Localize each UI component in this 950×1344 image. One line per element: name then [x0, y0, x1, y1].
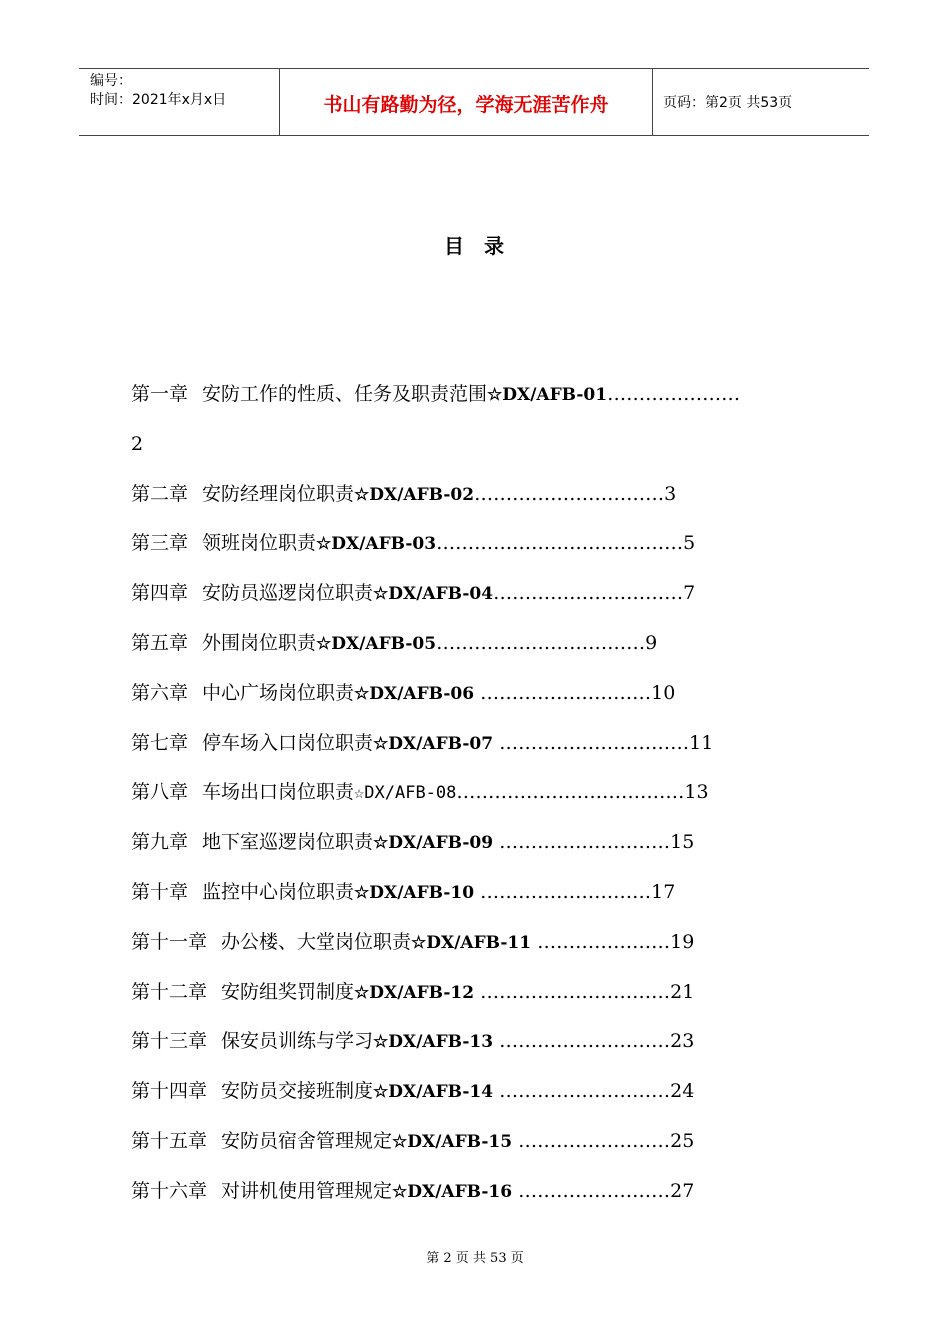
toc-chapter-number: 第十六章: [131, 1179, 208, 1202]
toc-chapter-number: 第五章: [131, 631, 189, 654]
document-number-label: 编号：: [90, 73, 132, 89]
toc-page-number: 21: [670, 980, 695, 1003]
toc-leader-dots: …………………………: [474, 482, 665, 505]
toc-entry[interactable]: [131, 918, 831, 968]
toc-leader-dots: ………………………: [474, 681, 652, 704]
toc-chapter-title: 安防经理岗位职责: [202, 482, 355, 505]
toc-leader-dots: ………………………: [493, 1080, 671, 1103]
toc-page-number: 24: [670, 1080, 695, 1103]
toc-leader-dots: …………………: [531, 930, 671, 953]
toc-doc-code: ☆DX/AFB-08: [354, 783, 457, 804]
toc-doc-code: ☆DX/AFB-04: [373, 584, 494, 605]
toc-leader-dots: …………………: [607, 383, 741, 405]
toc-entry[interactable]: [131, 619, 831, 669]
toc-entry[interactable]: [131, 818, 831, 868]
header-left-cell: [79, 69, 280, 135]
toc-leader-dots: …………………………………: [436, 532, 684, 555]
toc-chapter-title: 安防员巡逻岗位职责: [202, 582, 374, 605]
toc-chapter-number: 第一章: [131, 383, 189, 405]
toc-doc-code: ☆DX/AFB-15: [392, 1131, 513, 1152]
toc-doc-code: ☆DX/AFB-05: [316, 633, 437, 654]
toc-entry[interactable]: [131, 968, 831, 1018]
toc-chapter-number: 第二章: [131, 482, 189, 505]
toc-page-number: 3: [664, 482, 677, 505]
toc-chapter-number: 第十二章: [131, 980, 208, 1003]
toc-chapter-number: 第十一章: [131, 930, 208, 953]
toc-leader-dots: ……………………: [512, 1129, 671, 1152]
toc-page-number: 25: [670, 1129, 695, 1152]
toc-leader-dots: ……………………: [512, 1179, 671, 1202]
page-footer: 第 2 页 共 53 页: [426, 1251, 524, 1266]
toc-chapter-number: 第十四章: [131, 1080, 208, 1103]
toc-chapter-number: 第四章: [131, 582, 189, 605]
toc-page-number: 5: [683, 532, 696, 555]
header-page-cell: [653, 69, 869, 135]
toc-leader-dots: …………………………: [474, 980, 671, 1003]
toc-entry[interactable]: [131, 1167, 831, 1217]
toc-page-number: 15: [670, 831, 695, 854]
toc-chapter-title: 车场出口岗位职责: [202, 781, 355, 804]
toc-page-number: 13: [684, 781, 709, 804]
toc-page-number: 11: [689, 731, 714, 754]
toc-entry[interactable]: [131, 470, 831, 520]
toc-leader-dots: ………………………: [493, 1030, 671, 1053]
toc-leader-dots: …………………………: [493, 582, 684, 605]
page-header: [79, 68, 869, 136]
table-of-contents: [131, 370, 831, 1217]
toc-page-number: 27: [670, 1179, 695, 1202]
toc-leader-dots: ……………………………: [436, 631, 646, 654]
toc-doc-code: ☆DX/AFB-02: [354, 484, 475, 505]
toc-doc-code: ☆DX/AFB-03: [316, 534, 437, 555]
toc-chapter-title: 停车场入口岗位职责: [202, 731, 374, 754]
toc-title: [0, 230, 950, 259]
header-page-info: 页码：第2页 共53页: [663, 95, 793, 111]
toc-page-number: 9: [645, 631, 658, 654]
toc-chapter-title: 对讲机使用管理规定: [221, 1179, 393, 1202]
toc-chapter-number: 第八章: [131, 781, 189, 804]
toc-wrapped-page-line: [131, 420, 831, 470]
header-motto: 书山有路勤为径，学海无涯苦作舟: [323, 93, 609, 116]
toc-doc-code: ☆DX/AFB-06: [354, 683, 475, 704]
toc-chapter-title: 安防员宿舍管理规定: [221, 1129, 393, 1152]
toc-chapter-number: 第九章: [131, 831, 189, 854]
toc-doc-code: ☆DX/AFB-09: [373, 833, 494, 854]
toc-entry[interactable]: [131, 1017, 831, 1067]
toc-doc-code: ☆DX/AFB-12: [354, 982, 475, 1003]
toc-entry[interactable]: [131, 768, 831, 818]
toc-chapter-title: 地下室巡逻岗位职责: [202, 831, 374, 854]
toc-doc-code: ☆DX/AFB-01: [487, 385, 608, 405]
toc-chapter-title: 安防组奖罚制度: [221, 980, 355, 1003]
toc-entry[interactable]: [131, 719, 831, 769]
toc-chapter-title: 外围岗位职责: [202, 631, 317, 654]
toc-chapter-number: 第七章: [131, 731, 189, 754]
toc-page-number: 7: [683, 582, 696, 605]
toc-doc-code: ☆DX/AFB-10: [354, 882, 475, 903]
toc-entry[interactable]: [131, 868, 831, 918]
toc-leader-dots: ………………………………: [456, 781, 685, 804]
toc-chapter-title: 监控中心岗位职责: [202, 880, 355, 903]
toc-page-number: 23: [670, 1030, 695, 1053]
toc-chapter-number: 第十章: [131, 880, 189, 903]
toc-page-number: 10: [651, 681, 676, 704]
toc-entry[interactable]: [131, 1117, 831, 1167]
toc-chapter-title: 保安员训练与学习: [221, 1030, 374, 1053]
toc-entry[interactable]: [131, 519, 831, 569]
toc-chapter-title: 领班岗位职责: [202, 532, 317, 555]
toc-chapter-title: 安防工作的性质、任务及职责范围: [202, 383, 488, 405]
toc-page-number: 19: [670, 930, 695, 953]
toc-doc-code: ☆DX/AFB-14: [373, 1082, 494, 1103]
toc-page-number: 2: [131, 432, 144, 455]
toc-chapter-number: 第十五章: [131, 1129, 208, 1152]
toc-chapter-number: 第三章: [131, 532, 189, 555]
toc-doc-code: ☆DX/AFB-11: [411, 932, 532, 953]
document-time-label: 时间：2021年x月x日: [90, 92, 227, 108]
toc-leader-dots: ………………………: [493, 831, 671, 854]
toc-chapter-number: 第十三章: [131, 1030, 208, 1053]
toc-chapter-number: 第六章: [131, 681, 189, 704]
header-motto-cell: [280, 69, 653, 135]
toc-chapter-title: 中心广场岗位职责: [202, 681, 355, 704]
toc-chapter-title: 办公楼、大堂岗位职责: [221, 930, 412, 953]
toc-doc-code: ☆DX/AFB-16: [392, 1181, 513, 1202]
toc-page-number: 17: [651, 880, 676, 903]
toc-entry[interactable]: [131, 569, 831, 619]
toc-chapter-title: 安防员交接班制度: [221, 1080, 374, 1103]
toc-doc-code: ☆DX/AFB-07: [373, 733, 494, 754]
toc-entry[interactable]: [131, 1067, 831, 1117]
toc-leader-dots: ………………………: [474, 880, 652, 903]
toc-doc-code: ☆DX/AFB-13: [373, 1032, 494, 1053]
toc-entry[interactable]: [131, 669, 831, 719]
toc-entry[interactable]: [131, 370, 831, 420]
toc-leader-dots: …………………………: [493, 731, 690, 754]
toc-title-text: 目 录: [444, 234, 506, 258]
